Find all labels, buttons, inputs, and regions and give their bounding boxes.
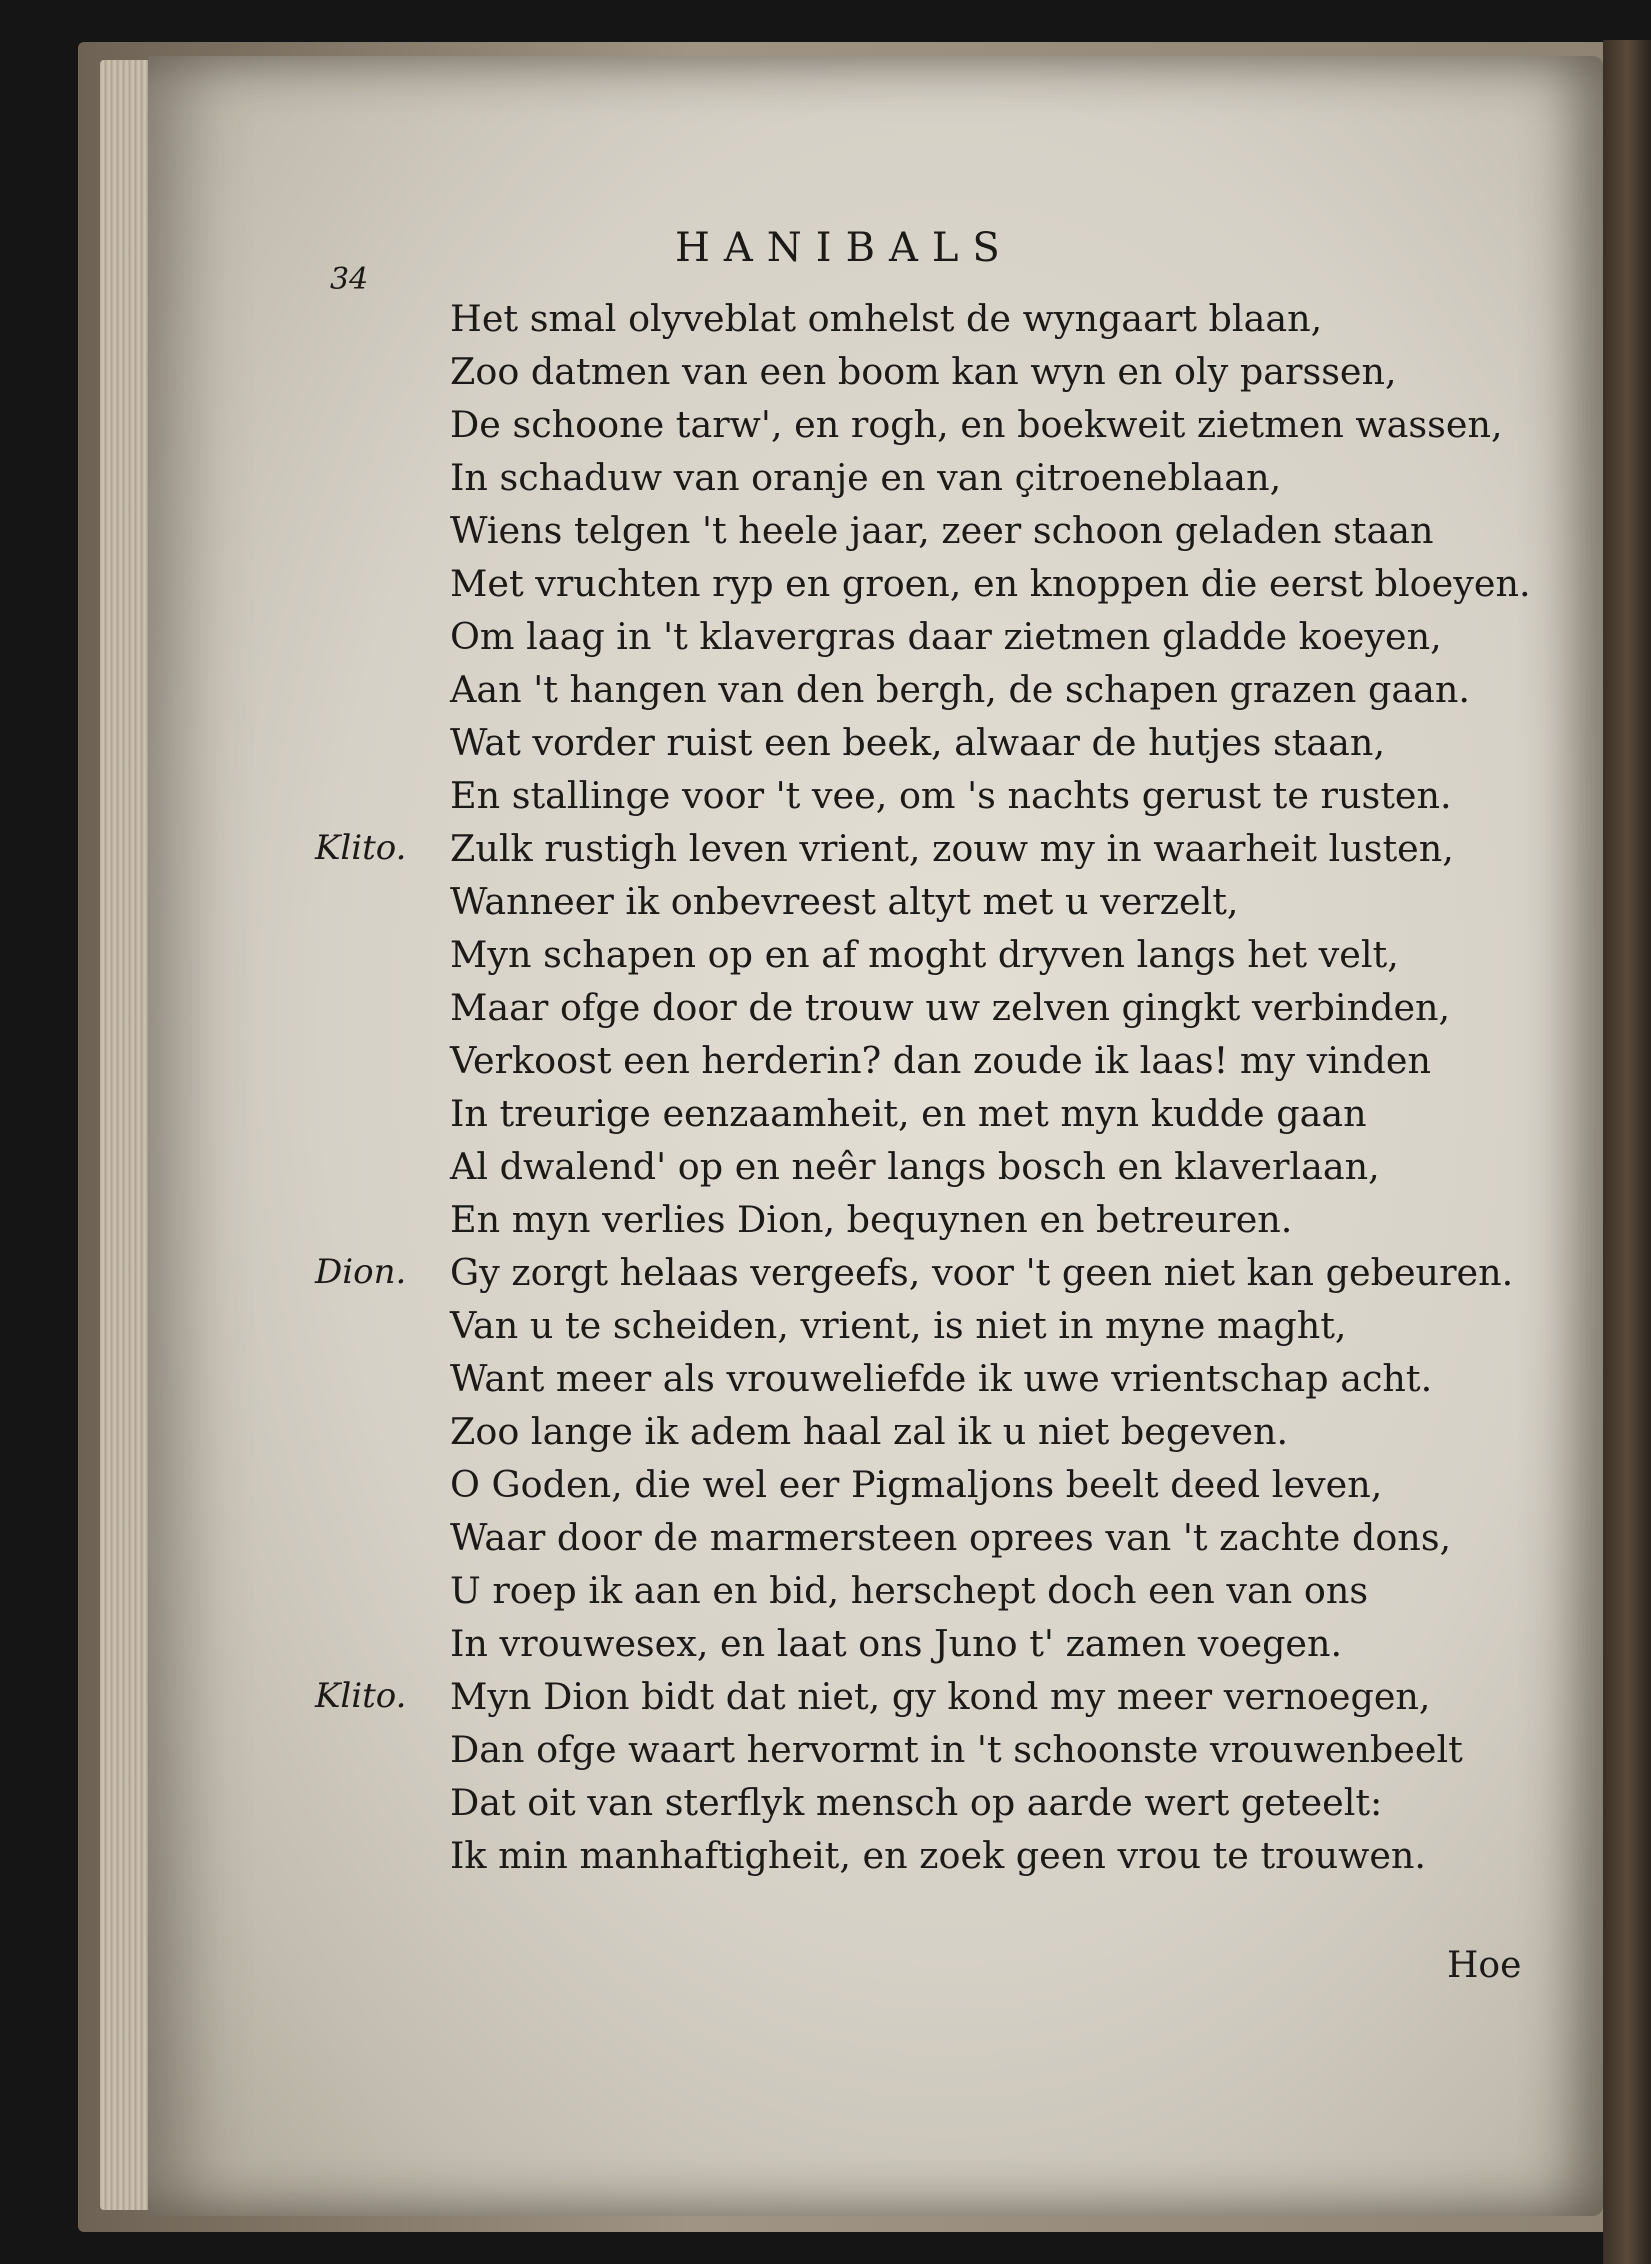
- verse-line: [450, 1617, 1531, 1670]
- verse-line-text: Al dwalend' op en neêr langs bosch en klaverlaan,: [450, 1145, 1380, 1188]
- verse-line-text: Maar ofge door de trouw uw zelven gingkt verbinden,: [450, 986, 1451, 1029]
- verse-line-text: Myn schapen op en af moght dryven langs het velt,: [450, 933, 1399, 976]
- verse-line-text: Met vruchten ryp en groen, en knoppen die eerst bloeyen.: [450, 562, 1531, 605]
- verse-line-text: Waar door de marmersteen oprees van 't zachte dons,: [450, 1516, 1452, 1559]
- verse-line: [450, 1087, 1531, 1140]
- verse-line: [315, 1670, 1531, 1723]
- verse-line-text: U roep ik aan en bid, herschept doch een van ons: [450, 1569, 1369, 1612]
- speaker-name: Dion.: [315, 1252, 407, 1292]
- verse-line-text: Wiens telgen 't heele jaar, zeer schoon geladen staan: [450, 509, 1434, 552]
- verse-line: [450, 1352, 1531, 1405]
- verse-line-text: Ik min manhaftigheit, en zoek geen vrou te trouwen.: [450, 1834, 1427, 1877]
- verse-line: [315, 1246, 1531, 1299]
- verse-line: [450, 1405, 1531, 1458]
- verse-line-text: Zulk rustigh leven vrient, zouw my in waarheit lusten,: [450, 827, 1454, 870]
- verse-line: [450, 1564, 1531, 1617]
- verse-line: [315, 822, 1531, 875]
- verse-line: [450, 504, 1531, 557]
- verse-line-text: O Goden, die wel eer Pigmaljons beelt deed leven,: [450, 1463, 1383, 1506]
- verse-line: [450, 875, 1531, 928]
- verse-line: [450, 663, 1531, 716]
- verse-line-text: Zoo datmen van een boom kan wyn en oly parssen,: [450, 350, 1397, 393]
- verse-line-text: Dat oit van sterflyk mensch op aarde wert geteelt:: [450, 1781, 1383, 1824]
- verse-line-text: Om laag in 't klavergras daar zietmen gladde koeyen,: [450, 615, 1442, 658]
- verse-line: [450, 451, 1531, 504]
- verse-line: [450, 398, 1531, 451]
- verse-line-text: Wat vorder ruist een beek, alwaar de hutjes staan,: [450, 721, 1386, 764]
- speaker-name: Klito.: [315, 828, 407, 868]
- verse-line-text: Want meer als vrouweliefde ik uwe vrientschap acht.: [450, 1357, 1433, 1400]
- page-number: 34: [330, 262, 369, 297]
- verse-line-text: In vrouwesex, en laat ons Juno t' zamen voegen.: [450, 1622, 1343, 1665]
- verse-line-text: Wanneer ik onbevreest altyt met u verzelt,: [450, 880, 1239, 923]
- verse-line-text: Aan 't hangen van den bergh, de schapen grazen gaan.: [450, 668, 1471, 711]
- verse-line: [450, 1723, 1531, 1776]
- verse-line: [450, 1193, 1531, 1246]
- verse-line: [450, 1299, 1531, 1352]
- verse-line: [450, 292, 1531, 345]
- verse-block: [315, 292, 1531, 1882]
- verse-line: [450, 716, 1531, 769]
- verse-line-text: Myn Dion bidt dat niet, gy kond my meer vernoegen,: [450, 1675, 1431, 1718]
- verse-line: [450, 1776, 1531, 1829]
- verse-line: [450, 769, 1531, 822]
- verse-line-text: De schoone tarw', en rogh, en boekweit zietmen wassen,: [450, 403, 1503, 446]
- speaker-name: Klito.: [315, 1676, 407, 1716]
- verse-line-text: Dan ofge waart hervormt in 't schoonste vrouwenbeelt: [450, 1728, 1463, 1771]
- verse-line: [450, 610, 1531, 663]
- verse-line: [450, 1458, 1531, 1511]
- verse-line: [450, 928, 1531, 981]
- verse-line-text: In schaduw van oranje en van çitroeneblaan,: [450, 456, 1282, 499]
- verse-line-text: Het smal olyveblat omhelst de wyngaart blaan,: [450, 297, 1323, 340]
- verse-line: [450, 1829, 1531, 1882]
- verse-line-text: Verkoost een herderin? dan zoude ik laas! my vinden: [450, 1039, 1431, 1082]
- verse-line-text: Gy zorgt helaas vergeefs, voor 't geen niet kan gebeuren.: [450, 1251, 1514, 1294]
- verse-line: [450, 557, 1531, 610]
- catchword: Hoe: [1447, 1945, 1522, 1986]
- running-head: HANIBALS: [675, 225, 1014, 271]
- verse-line-text: In treurige eenzaamheit, en met myn kudde gaan: [450, 1092, 1367, 1135]
- verse-line-text: Van u te scheiden, vrient, is niet in myne maght,: [450, 1304, 1347, 1347]
- verse-line: [450, 1034, 1531, 1087]
- verse-line: [450, 345, 1531, 398]
- verse-line-text: En myn verlies Dion, bequynen en betreuren.: [450, 1198, 1293, 1241]
- verse-line: [450, 1511, 1531, 1564]
- verse-line: [450, 1140, 1531, 1193]
- verse-line-text: En stallinge voor 't vee, om 's nachts gerust te rusten.: [450, 774, 1452, 817]
- verse-line: [450, 981, 1531, 1034]
- verse-line-text: Zoo lange ik adem haal zal ik u niet begeven.: [450, 1410, 1289, 1453]
